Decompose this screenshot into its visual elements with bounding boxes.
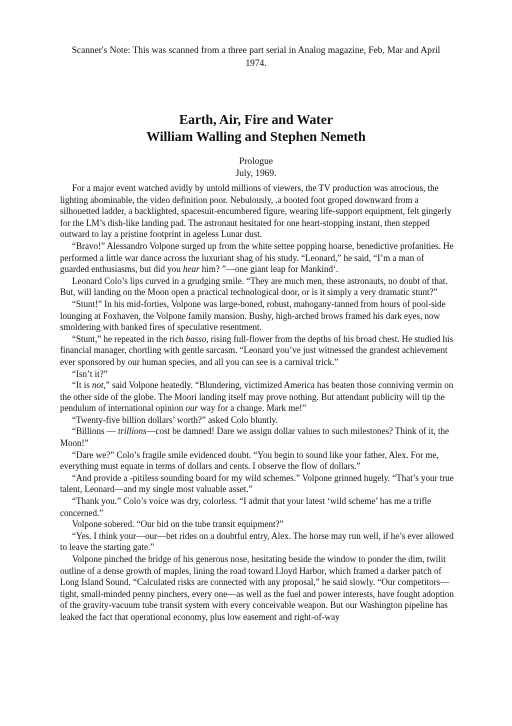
- paragraph-text: “Thank you.” Colo’s voice was dry, colorless. “I admit that your latest ‘wild scheme’ has me a trifle concerned.”: [60, 496, 432, 518]
- paragraph-text: Volpone sobered. “Our bid on the tube transit equipment?”: [72, 519, 284, 530]
- paragraph-text: him? ”—one giant leap for Mankind‘.: [199, 264, 339, 275]
- paragraph: [60, 276, 454, 299]
- paragraph: [60, 496, 454, 519]
- paragraph-text: “Stunt,” he repeated in the rich: [72, 333, 186, 344]
- paragraph: [60, 241, 454, 276]
- paragraph: [60, 369, 454, 381]
- paragraph: [60, 299, 454, 334]
- italic-text: our: [185, 403, 198, 414]
- paragraph: [60, 531, 454, 554]
- paragraph-text: “It is: [72, 380, 92, 391]
- italic-text: not: [92, 380, 104, 391]
- paragraph: [60, 426, 454, 449]
- paragraph-text: ,” said Volpone heatedly. “Blundering, victimized America has beaten those conniving vermin on the other side of the globe. The Moori landing itself may prove nothing. But attendant publicity will tip the pendulum of international opinion: [60, 380, 454, 414]
- scanner-note: Scanner's Note: This was scanned from a three part serial in Analog magazine, Feb, Mar and April 1974.: [71, 46, 441, 69]
- italic-text: trillions: [118, 426, 147, 437]
- paragraph-text: “Twenty-five billion dollars’ worth?” asked Colo bluntly.: [72, 414, 278, 425]
- story-title: Earth, Air, Fire and Water: [179, 112, 333, 127]
- italic-text: basso: [185, 333, 207, 344]
- paragraph-text: Volpone pinched the bridge of his generous nose, hesitating beside the window to ponder the dim, twilit outline of a dense growth of maples, lining the road toward Lloyd Harbor, which framed a darker patch of Long Island Sound. “Calculated risks are connected with any proposal,” he said slowly. “Our competitors—tight, small-minded penny pinchers, every one—as well as the fuel and power interests, have fought adoption of the gravity-vacuum tube transit system with every conceivable weapon. But our Washington pipeline has leaked the fact that operational economy, plus low easement and right-of-way: [60, 554, 454, 622]
- paragraph-text: “Bravo!” Alessandro Volpone surged up from the white settee popping hoarse, benedictive profanities. He performed a little war dance across the luxuriant shag of his study. “Leonard,” he said, “I’m a man of guarded enthusiasms, but did you: [60, 240, 454, 275]
- paragraph-text: For a major event watched avidly by untold millions of viewers, the TV production was atrocious, the lighting abominable, the video definition poor. Nebulously, .a booted foot groped downward from a silhouetted ladder, a backlighted, spacesuit-encumbered figure, wearing life-support equipment, felt gingerly for the LM’s dish-like landing pad. The astronaut hesitated for one heart-stopping instant, then stepped outward to lay a pristine footprint in ageless Lunar dust.: [60, 183, 452, 240]
- paragraph-text: —cost be damned! Dare we assign dollar values to such milestones? Think of it, the Moon!”: [60, 426, 450, 449]
- paragraph: [60, 450, 454, 473]
- title-block: [40, 111, 472, 145]
- paragraph-text: “And provide a -pitiless sounding board for my wild schemes.” Volpone grinned hugely. “That’s your true talent, Leonard—and my single most valuable asset.”: [60, 472, 454, 495]
- story-authors: William Walling and Stephen Nemeth: [146, 129, 366, 144]
- paragraph: [60, 554, 454, 624]
- paragraph: [60, 473, 454, 496]
- paragraph: [60, 415, 454, 427]
- paragraph: [60, 183, 454, 241]
- paragraph-text: “Yes. I think your—our—bet rides on a doubtful entry, Alex. The horse may run well, if he’s ever allowed to leave the starting gate.”: [60, 530, 454, 553]
- paragraph-text: , rising full-flower from the depths of his broad chest. He studied his financial manager, chortling with gentle sarcasm. “Leonard you’ve just witnessed the grandest achievement ever sponsored by our human species, and all you can see is a carnival trick.”: [60, 333, 454, 367]
- paragraph-text: “Billions —: [72, 426, 119, 437]
- paragraph-text: “Isn’t it?”: [72, 368, 108, 379]
- paragraph-text: “Dare we?” Colo’s fragile smile evidenced doubt. “You begin to sound like your father, Alex. For me, everything must equate in terms of dollars and cents. I observe the flow of dollars.”: [60, 449, 439, 472]
- section-date: July, 1969.: [235, 169, 277, 179]
- story-body: [60, 183, 454, 624]
- italic-text: hear: [183, 264, 200, 275]
- paragraph-text: “Stunt!” In his mid-forties, Volpone was large-boned, robust, mahogany-tanned from hours of pool-side lounging at Foxhaven, the Volpone family mansion. Bushy, high-arched brows framed his dark eyes, now smoldering with banked fires of speculative resentment.: [60, 298, 446, 333]
- paragraph: [60, 380, 454, 415]
- section-heading: [40, 156, 472, 180]
- paragraph-text: way for a change. Mark me!”: [198, 403, 307, 414]
- paragraph: [60, 519, 454, 531]
- paragraph-text: Leonard Colo’s lips curved in a grudging smile. “They are much men, these astronauts, no doubt of that. But, will landing on the Moon open a practical technological door, or is it simply a very dramatic stunt?”: [60, 275, 448, 298]
- section-label: Prologue: [239, 157, 273, 167]
- paragraph: [60, 334, 454, 369]
